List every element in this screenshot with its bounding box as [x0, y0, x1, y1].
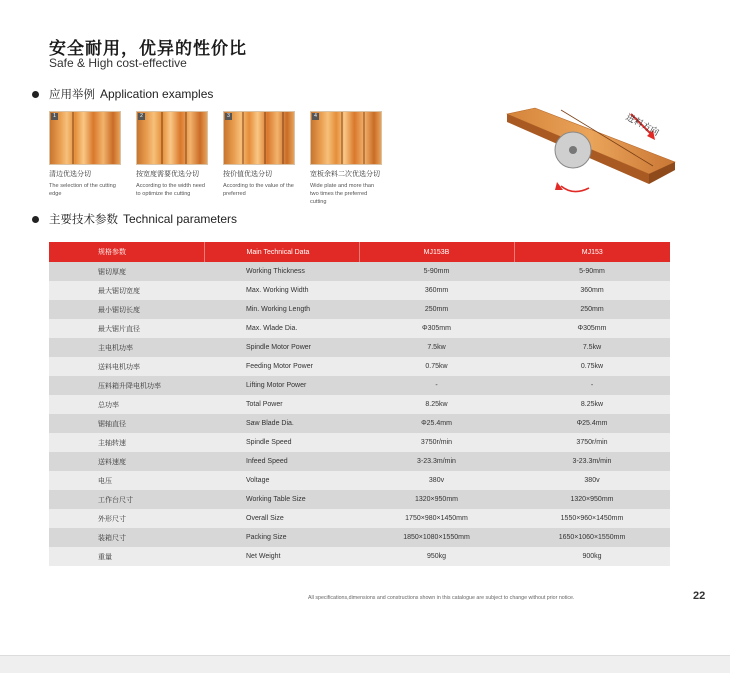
- table-cell: Spindle Motor Power: [204, 338, 359, 357]
- table-cell: 锯切厚度: [49, 262, 204, 281]
- bullet-icon: [32, 91, 39, 98]
- example-label-en: The selection of the cutting edge: [49, 183, 116, 197]
- technical-heading-en: Technical parameters: [123, 212, 238, 226]
- application-example: [136, 111, 210, 206]
- example-label-en: Wide plate and more than two times the preferred cutting: [310, 183, 375, 205]
- application-example: [310, 111, 384, 206]
- example-label-cn: 按宽度需要优选分切: [136, 170, 199, 178]
- table-cell: Working Thickness: [204, 262, 359, 281]
- table-row: [49, 376, 670, 395]
- table-cell: 电压: [49, 471, 204, 490]
- table-cell: 1750×980×1450mm: [359, 509, 514, 528]
- table-cell: 工作台尺寸: [49, 490, 204, 509]
- cut-line: [264, 112, 266, 164]
- example-number: 3: [225, 113, 232, 120]
- technical-heading-cn: 主要技术参数: [49, 212, 118, 226]
- table-cell: 0.75kw: [514, 357, 670, 376]
- table-header-row: [49, 242, 670, 262]
- table-cell: 1320×950mm: [514, 490, 670, 509]
- table-cell: 外形尺寸: [49, 509, 204, 528]
- application-example: [223, 111, 297, 206]
- table-cell: 5-90mm: [359, 262, 514, 281]
- column-header: 规格参数: [49, 242, 204, 262]
- table-cell: 总功率: [49, 395, 204, 414]
- table-row: [49, 262, 670, 281]
- table-row: [49, 319, 670, 338]
- page-title-cn: 安全耐用，优异的性价比: [49, 39, 247, 59]
- table-row: [49, 300, 670, 319]
- cut-line: [341, 112, 343, 164]
- table-cell: 360mm: [514, 281, 670, 300]
- table-cell: Packing Size: [204, 528, 359, 547]
- table-cell: Net Weight: [204, 547, 359, 566]
- table-cell: 3-23.3m/min: [514, 452, 670, 471]
- table-row: [49, 357, 670, 376]
- table-row: [49, 471, 670, 490]
- table-cell: -: [359, 376, 514, 395]
- table-row: [49, 452, 670, 471]
- example-number: 1: [51, 113, 58, 120]
- table-cell: 送料电机功率: [49, 357, 204, 376]
- wood-board-image: [49, 111, 121, 165]
- table-cell: 3750r/min: [359, 433, 514, 452]
- disclaimer-note: All specifications,dimensions and constructions shown in this catalogue are subject to change without prior notice.: [308, 595, 575, 601]
- table-cell: 250mm: [514, 300, 670, 319]
- example-label-cn: 清边优选分切: [49, 170, 91, 178]
- table-cell: 1320×950mm: [359, 490, 514, 509]
- table-cell: Φ25.4mm: [514, 414, 670, 433]
- table-cell: 0.75kw: [359, 357, 514, 376]
- column-header: MJ153B: [359, 242, 514, 262]
- example-number: 2: [138, 113, 145, 120]
- example-label-en: According to the width need to optimize the cutting: [136, 183, 206, 197]
- table-row: [49, 395, 670, 414]
- table-row: [49, 433, 670, 452]
- page-number: 22: [693, 590, 706, 602]
- table-row: [49, 528, 670, 547]
- example-number: 4: [312, 113, 319, 120]
- table-cell: 7.5kw: [514, 338, 670, 357]
- table-row: [49, 509, 670, 528]
- application-examples: [49, 111, 384, 206]
- table-cell: 1650×1060×1550mm: [514, 528, 670, 547]
- technical-heading: [32, 211, 237, 227]
- table-cell: Min. Working Length: [204, 300, 359, 319]
- table-cell: 380v: [359, 471, 514, 490]
- wood-board-image: [310, 111, 382, 165]
- table-cell: 锯轴直径: [49, 414, 204, 433]
- table-body: [49, 262, 670, 566]
- table-cell: 950kg: [359, 547, 514, 566]
- table-cell: 900kg: [514, 547, 670, 566]
- table-cell: 3750r/min: [514, 433, 670, 452]
- cut-line: [242, 112, 244, 164]
- table-cell: 5-90mm: [514, 262, 670, 281]
- table-cell: 360mm: [359, 281, 514, 300]
- table-cell: 装箱尺寸: [49, 528, 204, 547]
- table-cell: 380v: [514, 471, 670, 490]
- wood-board-image: [223, 111, 295, 165]
- table-cell: Φ305mm: [514, 319, 670, 338]
- table-cell: Working Table Size: [204, 490, 359, 509]
- table-row: [49, 338, 670, 357]
- rotation-arrow-icon: [561, 186, 589, 192]
- cut-line: [363, 112, 365, 164]
- table-cell: Φ305mm: [359, 319, 514, 338]
- table-cell: Total Power: [204, 395, 359, 414]
- table-cell: Feeding Motor Power: [204, 357, 359, 376]
- cut-line: [161, 112, 163, 164]
- table-cell: 重量: [49, 547, 204, 566]
- table-cell: Spindle Speed: [204, 433, 359, 452]
- example-label-cn: 宽板余料二次优选分切: [310, 170, 380, 178]
- table-row: [49, 281, 670, 300]
- table-cell: 最大锯切宽度: [49, 281, 204, 300]
- page-title-en: Safe & High cost-effective: [49, 56, 187, 70]
- viewer-bottom-bar: [0, 655, 730, 673]
- table-cell: 最大锯片直径: [49, 319, 204, 338]
- table-cell: 3-23.3m/min: [359, 452, 514, 471]
- column-header: MJ153: [514, 242, 670, 262]
- table-cell: Saw Blade Dia.: [204, 414, 359, 433]
- table-cell: Voltage: [204, 471, 359, 490]
- table-row: [49, 414, 670, 433]
- table-cell: 250mm: [359, 300, 514, 319]
- table-cell: 送料速度: [49, 452, 204, 471]
- table-cell: 8.25kw: [359, 395, 514, 414]
- cut-line: [72, 112, 74, 164]
- blade-hub: [569, 146, 577, 154]
- table-cell: Max. Working Width: [204, 281, 359, 300]
- table-cell: Max. Wlade Dia.: [204, 319, 359, 338]
- table-cell: 主电机功率: [49, 338, 204, 357]
- saw-blade-illustration: [503, 100, 683, 212]
- applications-heading: [32, 86, 213, 102]
- table-cell: -: [514, 376, 670, 395]
- table-row: [49, 547, 670, 566]
- table-cell: Infeed Speed: [204, 452, 359, 471]
- feed-direction-label: 进料方向: [623, 112, 661, 139]
- table-cell: 8.25kw: [514, 395, 670, 414]
- table-cell: Φ25.4mm: [359, 414, 514, 433]
- table-cell: 最小锯切长度: [49, 300, 204, 319]
- column-header: Main Technical Data: [204, 242, 359, 262]
- applications-heading-en: Application examples: [100, 87, 214, 101]
- technical-parameters-table: [49, 242, 670, 566]
- bullet-icon: [32, 216, 39, 223]
- table-cell: 1850×1080×1550mm: [359, 528, 514, 547]
- cut-line: [282, 112, 284, 164]
- table-cell: 主轴转速: [49, 433, 204, 452]
- table-row: [49, 490, 670, 509]
- table-cell: 7.5kw: [359, 338, 514, 357]
- table-cell: Overall Size: [204, 509, 359, 528]
- wood-board-image: [136, 111, 208, 165]
- table-cell: 1550×960×1450mm: [514, 509, 670, 528]
- example-label-cn: 按价值优选分切: [223, 170, 272, 178]
- example-label-en: According to the value of the preferred: [223, 183, 294, 197]
- applications-heading-cn: 应用举例: [49, 87, 95, 101]
- application-example: [49, 111, 123, 206]
- cut-line: [185, 112, 187, 164]
- table-cell: Lifting Motor Power: [204, 376, 359, 395]
- table-cell: 压料箱升降电机功率: [49, 376, 204, 395]
